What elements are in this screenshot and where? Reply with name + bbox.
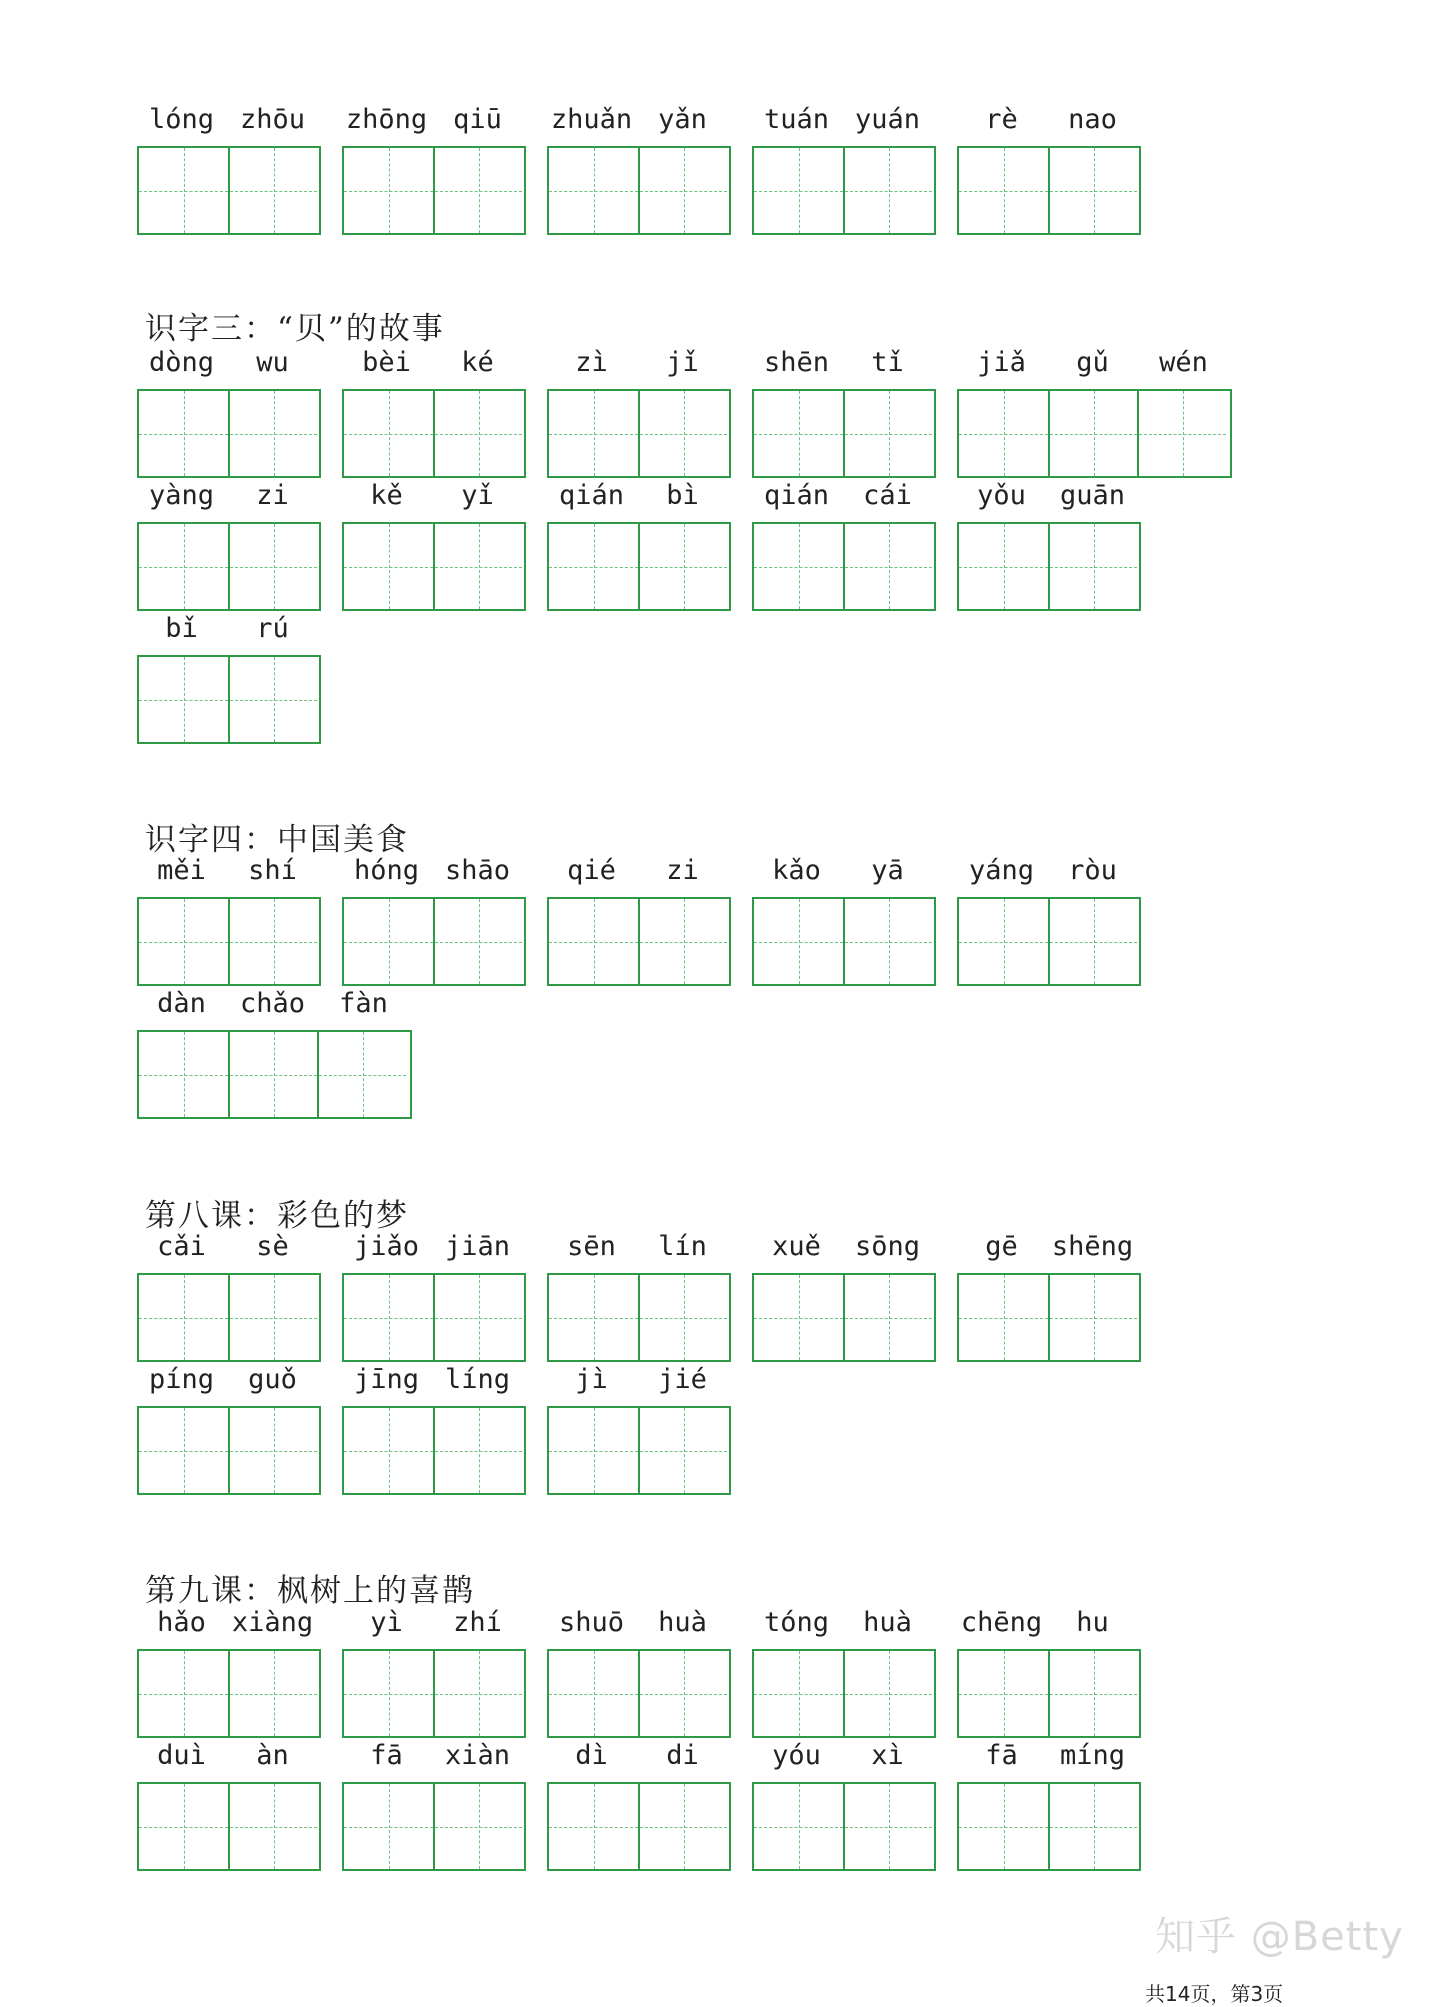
pinyin-syllable: qiū [453,104,502,135]
tianzige-grid [342,522,526,611]
pinyin-syllable: wén [1159,347,1208,378]
watermark: 知乎 @Betty [1155,1914,1404,1960]
pinyin-syllable: duì [157,1740,206,1771]
writing-cell[interactable] [344,148,433,233]
writing-cell[interactable] [754,391,843,476]
writing-cell[interactable] [959,1651,1048,1736]
tianzige-grid [547,522,731,611]
pinyin-syllable: hu [1076,1607,1109,1638]
writing-cell[interactable] [638,1408,727,1493]
writing-cell[interactable] [1048,1275,1137,1360]
writing-cell[interactable] [433,391,522,476]
pinyin-syllable: huà [863,1607,912,1638]
pinyin-syllable: chēng [960,1607,1043,1638]
pinyin-syllable: gē [985,1231,1018,1262]
tianzige-grid [137,1273,321,1362]
writing-cell[interactable] [228,148,317,233]
pinyin-syllable: píng [148,1364,215,1395]
writing-cell[interactable] [139,1784,228,1869]
writing-cell[interactable] [433,524,522,609]
tianzige-grid [957,389,1232,478]
pinyin-syllable: ké [461,347,494,378]
writing-cell[interactable] [754,1784,843,1869]
tianzige-grid [137,655,321,744]
tianzige-grid [137,1406,321,1495]
tianzige-grid [752,389,936,478]
writing-cell[interactable] [344,1408,433,1493]
pinyin-syllable: guǒ [248,1364,297,1395]
writing-cell[interactable] [228,1651,317,1736]
writing-cell[interactable] [344,899,433,984]
writing-cell[interactable] [638,1651,727,1736]
tianzige-grid [547,1273,731,1362]
writing-cell[interactable] [843,1784,932,1869]
pinyin-syllable: yáng [968,855,1035,886]
pinyin-syllable: zì [575,347,608,378]
writing-cell[interactable] [228,1784,317,1869]
pinyin-syllable: rú [256,613,289,644]
tianzige-grid [957,146,1141,235]
pinyin-syllable: hóng [353,855,420,886]
pinyin-syllable: sōng [854,1231,921,1262]
tianzige-grid [137,1782,321,1871]
pinyin-syllable: yóu [772,1740,821,1771]
pinyin-syllable: chǎo [239,988,306,1019]
writing-cell[interactable] [1048,1651,1137,1736]
pinyin-syllable: yàng [148,480,215,511]
pinyin-syllable: shāo [444,855,511,886]
tianzige-grid [547,1406,731,1495]
pinyin-syllable: jǐ [666,347,699,378]
pinyin-syllable: xiàn [444,1740,511,1771]
writing-cell[interactable] [638,391,727,476]
writing-cell[interactable] [1048,1784,1137,1869]
pinyin-syllable: zi [666,855,699,886]
pinyin-syllable: jiǎo [353,1231,420,1262]
section-heading: 第九课：枫树上的喜鹊 [145,1573,475,1609]
writing-cell[interactable] [139,1651,228,1736]
pinyin-syllable: jīng [353,1364,420,1395]
writing-cell[interactable] [139,148,228,233]
writing-cell[interactable] [754,148,843,233]
pinyin-syllable: fā [985,1740,1018,1771]
pinyin-syllable: kǎo [772,855,821,886]
tianzige-grid [957,1273,1141,1362]
writing-cell[interactable] [549,1275,638,1360]
pinyin-syllable: zhuǎn [550,104,633,135]
pinyin-syllable: dòng [148,347,215,378]
writing-cell[interactable] [843,1651,932,1736]
writing-cell[interactable] [433,148,522,233]
pinyin-syllable: yǎn [658,104,707,135]
pinyin-syllable: di [666,1740,699,1771]
writing-cell[interactable] [754,524,843,609]
pinyin-syllable: cái [863,480,912,511]
writing-cell[interactable] [959,524,1048,609]
pinyin-syllable: shēng [1051,1231,1134,1262]
pinyin-syllable: wu [256,347,289,378]
writing-cell[interactable] [1048,524,1137,609]
writing-cell[interactable] [549,1408,638,1493]
writing-cell[interactable] [228,657,317,742]
pinyin-syllable: nao [1068,104,1117,135]
pinyin-syllable: dì [575,1740,608,1771]
writing-cell[interactable] [139,524,228,609]
pinyin-syllable: xuě [772,1231,821,1262]
writing-cell[interactable] [549,391,638,476]
writing-cell[interactable] [754,1651,843,1736]
pinyin-syllable: tóng [763,1607,830,1638]
writing-cell[interactable] [754,1275,843,1360]
section-heading: 识字三：“贝”的故事 [145,311,445,347]
writing-cell[interactable] [959,148,1048,233]
tianzige-grid [137,146,321,235]
tianzige-grid [752,1782,936,1871]
writing-cell[interactable] [754,899,843,984]
pinyin-syllable: xì [871,1740,904,1771]
tianzige-grid [752,1649,936,1738]
pinyin-syllable: shēn [763,347,830,378]
pinyin-syllable: xiàng [231,1607,314,1638]
pinyin-syllable: shuō [558,1607,625,1638]
tianzige-grid [137,389,321,478]
writing-cell[interactable] [843,391,932,476]
tianzige-grid [957,897,1141,986]
tianzige-grid [957,1649,1141,1738]
pinyin-syllable: ròu [1068,855,1117,886]
writing-cell[interactable] [959,1784,1048,1869]
pinyin-syllable: zi [256,480,289,511]
tianzige-grid [957,1782,1141,1871]
pinyin-syllable: líng [444,1364,511,1395]
tianzige-grid [137,522,321,611]
pinyin-syllable: sēn [567,1231,616,1262]
writing-cell[interactable] [228,1032,317,1117]
pinyin-syllable: huà [658,1607,707,1638]
writing-cell[interactable] [139,899,228,984]
writing-cell[interactable] [1137,391,1226,476]
pinyin-syllable: tǐ [871,347,904,378]
pinyin-syllable: yǒu [977,480,1026,511]
pinyin-syllable: bèi [362,347,411,378]
writing-cell[interactable] [638,148,727,233]
writing-cell[interactable] [549,1784,638,1869]
tianzige-grid [342,389,526,478]
pinyin-syllable: zhōng [345,104,428,135]
pinyin-syllable: měi [157,855,206,886]
pinyin-syllable: dàn [157,988,206,1019]
writing-cell[interactable] [317,1032,406,1117]
writing-cell[interactable] [549,899,638,984]
pinyin-syllable: yā [871,855,904,886]
pinyin-syllable: cǎi [157,1231,206,1262]
pinyin-syllable: fàn [339,988,388,1019]
writing-cell[interactable] [228,1408,317,1493]
tianzige-grid [547,897,731,986]
writing-cell[interactable] [433,1408,522,1493]
tianzige-grid [137,1030,412,1119]
tianzige-grid [752,1273,936,1362]
tianzige-grid [342,1273,526,1362]
writing-cell[interactable] [843,148,932,233]
writing-cell[interactable] [344,1275,433,1360]
writing-cell[interactable] [638,524,727,609]
writing-cell[interactable] [549,1651,638,1736]
writing-cell[interactable] [139,657,228,742]
writing-cell[interactable] [139,1032,228,1117]
writing-cell[interactable] [139,1275,228,1360]
pinyin-syllable: hǎo [157,1607,206,1638]
page-info: 共14页，第3页 [1145,1982,1284,2006]
writing-cell[interactable] [843,1275,932,1360]
pinyin-syllable: kě [370,480,403,511]
writing-cell[interactable] [228,899,317,984]
pinyin-syllable: lín [658,1231,707,1262]
tianzige-grid [342,1406,526,1495]
writing-cell[interactable] [959,899,1048,984]
pinyin-syllable: àn [256,1740,289,1771]
pinyin-syllable: jiān [444,1231,511,1262]
pinyin-syllable: rè [985,104,1018,135]
pinyin-syllable: bì [666,480,699,511]
pinyin-syllable: yì [370,1607,403,1638]
tianzige-grid [342,897,526,986]
writing-cell[interactable] [344,391,433,476]
writing-cell[interactable] [1048,148,1137,233]
writing-cell[interactable] [843,899,932,984]
writing-cell[interactable] [549,148,638,233]
writing-cell[interactable] [433,1275,522,1360]
writing-cell[interactable] [228,391,317,476]
tianzige-grid [342,1782,526,1871]
writing-cell[interactable] [959,1275,1048,1360]
tianzige-grid [137,1649,321,1738]
tianzige-grid [342,146,526,235]
tianzige-grid [547,1649,731,1738]
tianzige-grid [342,1649,526,1738]
pinyin-syllable: gǔ [1076,347,1109,378]
writing-cell[interactable] [638,899,727,984]
tianzige-grid [137,897,321,986]
tianzige-grid [957,522,1141,611]
section-heading: 第八课：彩色的梦 [145,1198,409,1234]
pinyin-syllable: qián [558,480,625,511]
pinyin-syllable: sè [256,1231,289,1262]
pinyin-syllable: míng [1059,1740,1126,1771]
pinyin-syllable: yǐ [461,480,494,511]
writing-cell[interactable] [1048,391,1137,476]
tianzige-grid [752,897,936,986]
writing-cell[interactable] [228,1275,317,1360]
tianzige-grid [547,1782,731,1871]
writing-cell[interactable] [549,524,638,609]
tianzige-grid [547,146,731,235]
writing-cell[interactable] [638,1784,727,1869]
writing-cell[interactable] [344,1784,433,1869]
writing-cell[interactable] [344,524,433,609]
pinyin-syllable: qián [763,480,830,511]
writing-cell[interactable] [433,1651,522,1736]
pinyin-syllable: jì [575,1364,608,1395]
pinyin-syllable: bǐ [165,613,198,644]
pinyin-syllable: zhí [453,1607,502,1638]
pinyin-syllable: shí [248,855,297,886]
section-heading: 识字四：中国美食 [145,822,409,858]
writing-cell[interactable] [139,1408,228,1493]
writing-cell[interactable] [139,391,228,476]
writing-cell[interactable] [959,391,1048,476]
pinyin-syllable: qié [567,855,616,886]
pinyin-syllable: yuán [854,104,921,135]
writing-cell[interactable] [1048,899,1137,984]
pinyin-syllable: jiǎ [977,347,1026,378]
pinyin-syllable: lóng [148,104,215,135]
writing-cell[interactable] [344,1651,433,1736]
pinyin-syllable: fā [370,1740,403,1771]
writing-cell[interactable] [843,524,932,609]
writing-cell[interactable] [433,899,522,984]
tianzige-grid [752,522,936,611]
tianzige-grid [547,389,731,478]
pinyin-syllable: zhōu [239,104,306,135]
pinyin-syllable: tuán [763,104,830,135]
writing-cell[interactable] [638,1275,727,1360]
pinyin-syllable: jié [658,1364,707,1395]
writing-cell[interactable] [433,1784,522,1869]
pinyin-syllable: guān [1059,480,1126,511]
tianzige-grid [752,146,936,235]
writing-cell[interactable] [228,524,317,609]
